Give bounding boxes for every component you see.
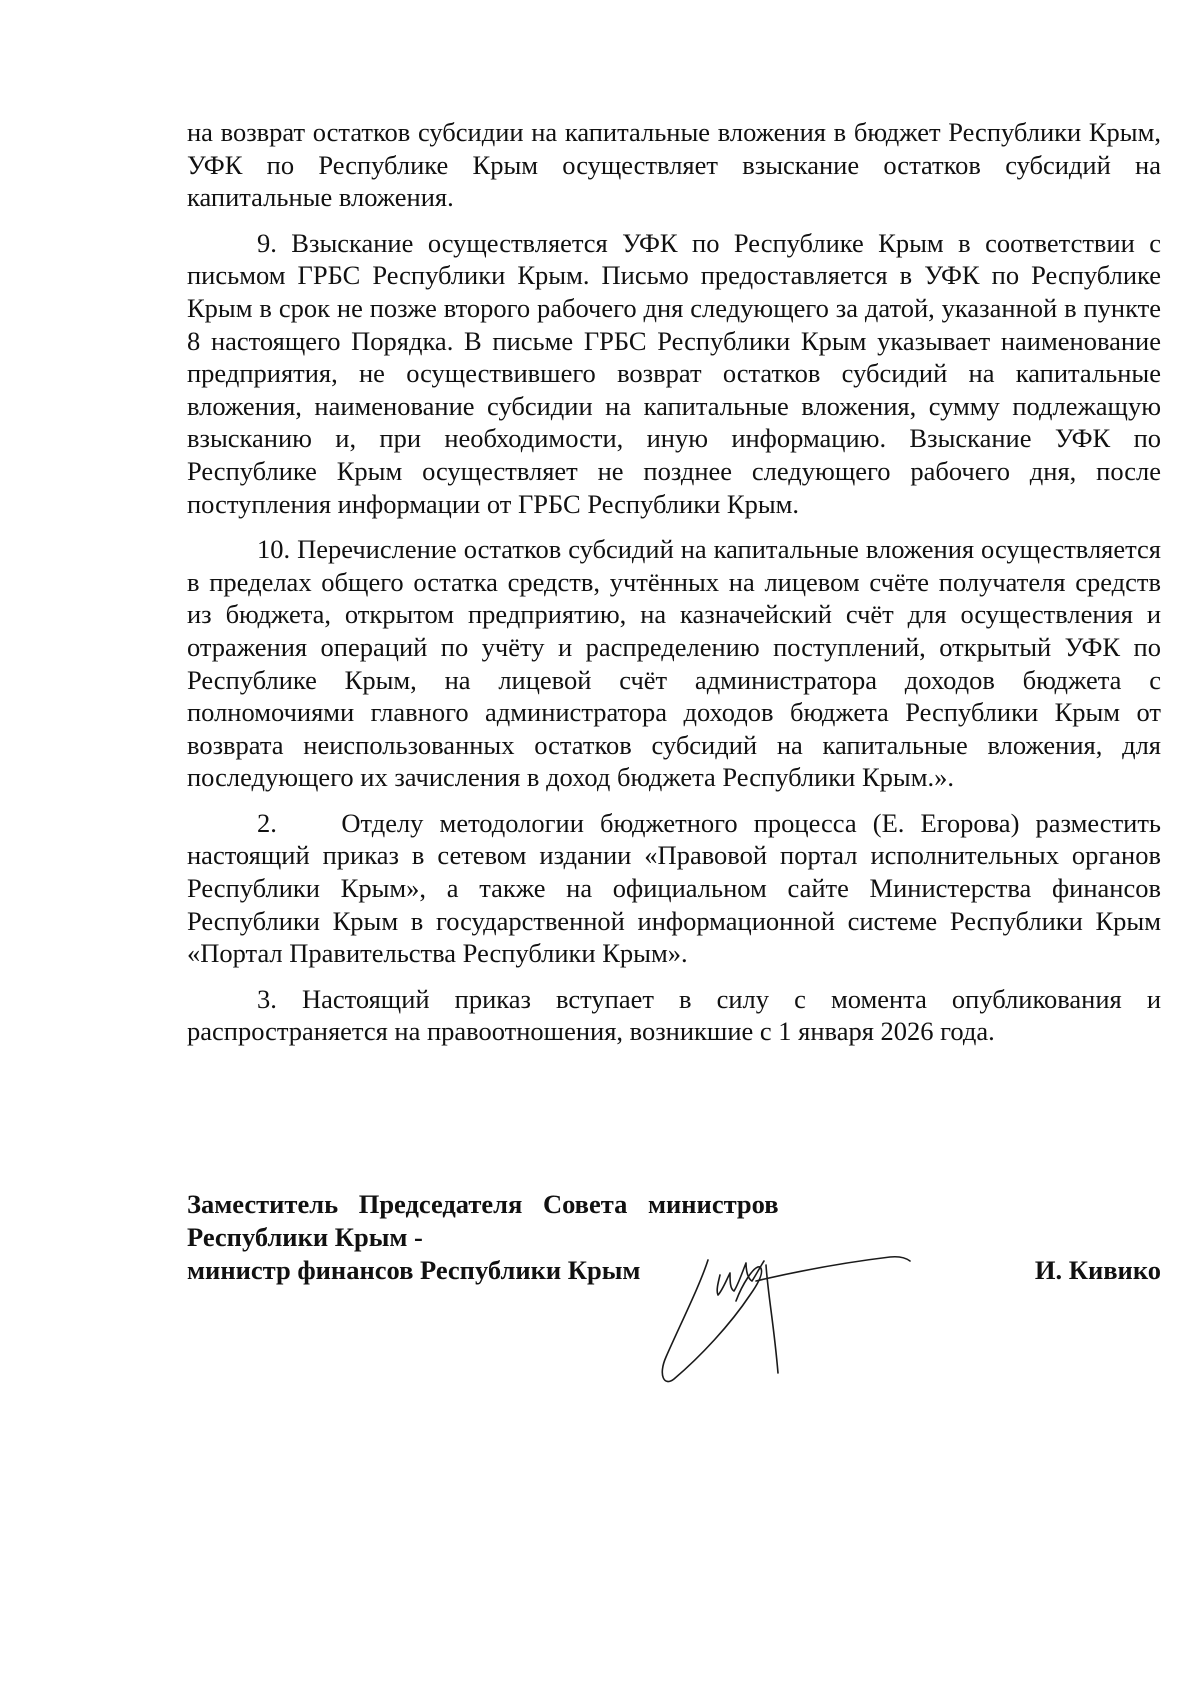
paragraph-order-3: 3. Настоящий приказ вступает в силу с момента опубликования и распространяется на правоотношения, возникшие с 1 января 2026 года. [187, 983, 1161, 1047]
signatory-position-line-3: министр финансов Республики Крым [187, 1255, 641, 1285]
document-body [187, 116, 1168, 1048]
handwritten-signature [660, 1245, 960, 1395]
signature-stroke-loop [662, 1260, 761, 1382]
paragraph-item-10: 10. Перечисление остатков субсидий на капитальные вложения осуществляется в пределах общего остатка средств, учтённых на лицевом счёте получателя средств из бюджета, открытом предприятию, на казначейский счёт для осуществления и отражения операций по учёту и распределению поступлений, открытый УФК по Республике Крым, на лицевой счёт администратора доходов бюджета с полномочиями главного администратора доходов бюджета Республики Крым от возврата неиспользованных остатков субсидий на капитальные вложения, для последующего их зачисления в доход бюджета Республики Крым.». [187, 534, 1161, 793]
signatory-position-line-1: Заместитель Председателя Совета министров [187, 1189, 779, 1219]
paragraph-continuation: на возврат остатков субсидии на капитальные вложения в бюджет Республики Крым, УФК по Республике Крым осуществляет взыскание остатков субсидий на капитальные вложения. [187, 117, 1161, 213]
signatory-name: И. Кивико [1034, 1255, 1161, 1285]
signature-stroke-vertical [766, 1265, 778, 1373]
signatory-position-line-2: Республики Крым - [187, 1222, 423, 1252]
signature-stroke-tail [756, 1257, 910, 1281]
paragraph-item-9: 9. Взыскание осуществляется УФК по Республике Крым в соответствии с письмом ГРБС Республики Крым. Письмо предоставляется в УФК по Республике Крым в срок не позже второго рабочего дня следующего за датой, указанной в пункте 8 настоящего Порядка. В письме ГРБС Республики Крым указывает наименование предприятия, не осуществившего возврат остатков субсидий на капитальные вложения, наименование субсидии на капитальные вложения, сумму подлежащую взысканию и, при необходимости, иную информацию. Взыскание УФК по Республике Крым осуществляет не позднее следующего рабочего дня, после поступления информации от ГРБС Республики Крым. [187, 227, 1161, 519]
paragraph-order-2: 2. Отделу методологии бюджетного процесса (Е. Егорова) разместить настоящий приказ в сетевом издании «Правовой портал исполнительных органов Республики Крым», а также на официальном сайте Министерства финансов Республики Крым в государственной информационной системе Республики Крым «Портал Правительства Республики Крым». [187, 807, 1168, 969]
